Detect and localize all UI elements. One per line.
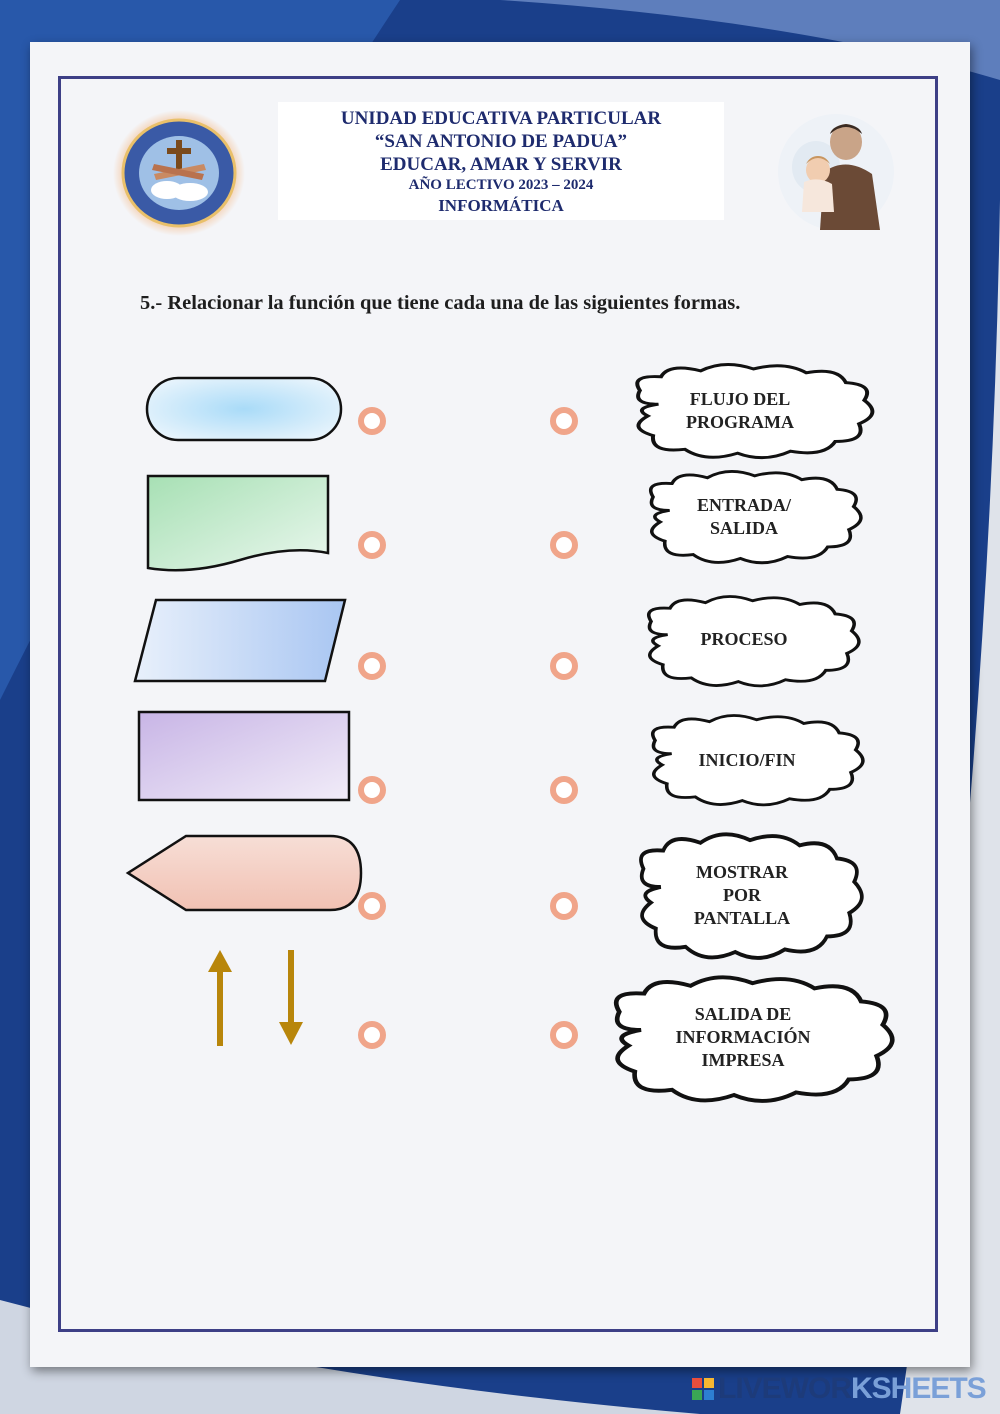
school-name: UNIDAD EDUCATIVA PARTICULAR xyxy=(340,108,662,129)
right-dot-1[interactable] xyxy=(553,410,575,432)
input-output-shape xyxy=(135,600,345,681)
label-entrada-salida: ENTRADA/ SALIDA xyxy=(696,495,791,538)
right-dot-6[interactable] xyxy=(553,1024,575,1046)
left-dot-5[interactable] xyxy=(361,895,383,917)
display-shape xyxy=(128,836,361,910)
flow-arrows xyxy=(208,950,303,1046)
school-motto: EDUCAR, AMAR Y SERVIR xyxy=(380,154,622,175)
terminal-shape xyxy=(147,378,341,440)
watermark-text-dark: LIVEWOR xyxy=(718,1372,851,1405)
right-dot-3[interactable] xyxy=(553,655,575,677)
label-proceso: PROCESO xyxy=(700,629,788,649)
left-dot-4[interactable] xyxy=(361,779,383,801)
right-dot-5[interactable] xyxy=(553,895,575,917)
question-text: 5.- Relacionar la función que tiene cada una de las siguientes formas. xyxy=(140,292,741,314)
arrow-up-icon xyxy=(208,950,232,1046)
label-mostrar-por-pantalla: MOSTRAR POR PANTALLA xyxy=(693,862,791,928)
right-dot-4[interactable] xyxy=(553,779,575,801)
right-dots xyxy=(553,410,575,1046)
liveworksheets-logo-icon xyxy=(692,1378,714,1400)
left-dot-3[interactable] xyxy=(361,655,383,677)
left-dot-6[interactable] xyxy=(361,1024,383,1046)
document-shape xyxy=(148,476,328,570)
watermark-text-light: KSHEETS xyxy=(851,1372,986,1405)
label-inicio-fin: INICIO/FIN xyxy=(698,750,796,770)
left-dot-1[interactable] xyxy=(361,410,383,432)
school-patron: “SAN ANTONIO DE PADUA” xyxy=(374,131,628,152)
subject-name: INFORMÁTICA xyxy=(438,196,564,215)
process-shape xyxy=(139,712,349,800)
right-dot-2[interactable] xyxy=(553,534,575,556)
arrow-down-icon xyxy=(279,950,303,1045)
left-dots xyxy=(361,410,383,1046)
label-salida-de-informacion-impresa: SALIDA DE INFORMACIÓN IMPRESA xyxy=(675,1004,811,1070)
label-flujo-del-programa: FLUJO DEL PROGRAMA xyxy=(686,389,794,432)
left-dot-2[interactable] xyxy=(361,534,383,556)
school-year: AÑO LECTIVO 2023 – 2024 xyxy=(408,177,594,193)
liveworksheets-logo[interactable] xyxy=(692,1372,986,1406)
